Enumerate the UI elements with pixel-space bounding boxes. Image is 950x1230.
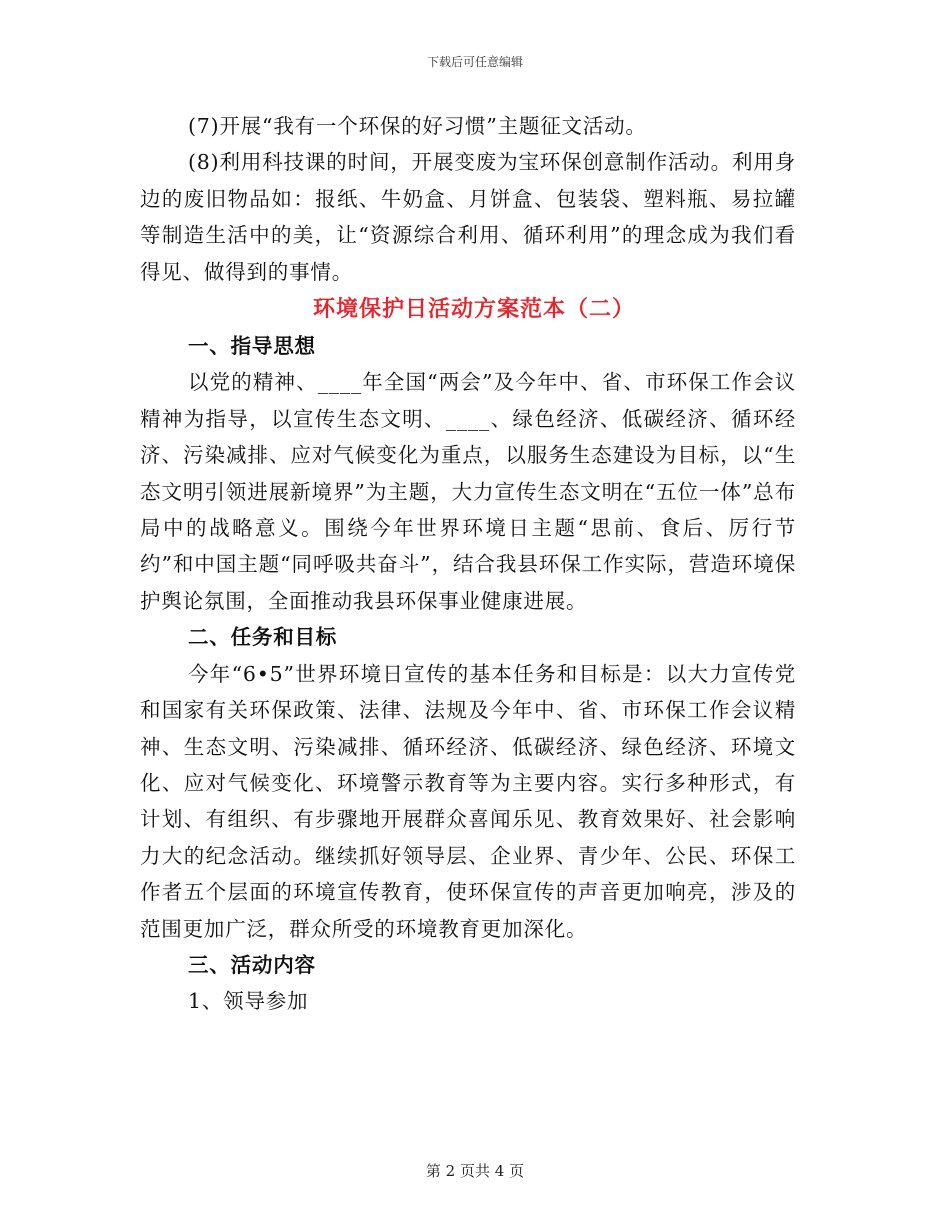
- document-body: [140, 108, 796, 1020]
- paragraph-tasks-goals: 今年“6•5”世界环境日宣传的基本任务和目标是：以大力宣传党和国家有关环保政策、法律、法规及今年中、省、市环保工作会议精神、生态文明、污染减排、循环经济、低碳经济、绿色经济、环境文化、应对气候变化、环境警示教育等为主要内容。实行多种形式，有计划、有组织、有步骤地开展群众喜闻乐见、教育效果好、社会影响力大的纪念活动。继续抓好领导层、企业界、青少年、公民、环保工作者五个层面的环境宣传教育，使环保宣传的声音更加响亮，涉及的范围更加广泛，群众所受的环境教育更加深化。: [140, 661, 796, 941]
- heading-tasks-goals: 二、任务和目标: [188, 625, 338, 650]
- heading-activity-content: 三、活动内容: [188, 952, 316, 977]
- paragraph-item-8: (8)利用科技课的时间，开展变废为宝环保创意制作活动。利用身边的废旧物品如：报纸、牛奶盒、月饼盒、包装袋、塑料瓶、易拉罐等制造生活中的美，让“资源综合利用、循环利用”的理念成为我们看得见、做得到的事情。: [140, 150, 796, 284]
- page-footer: 第 2 页共 4 页: [425, 1162, 525, 1180]
- heading-guiding-ideology: 一、指导思想: [188, 334, 316, 359]
- paragraph-leader-participation: 1、领导参加: [188, 989, 309, 1014]
- paragraph-item-7: (7)开展“我有一个环保的好习惯”主题征文活动。: [188, 114, 647, 138]
- page-header: 下载后可任意编辑: [426, 55, 523, 69]
- paragraph-guiding-ideology: 以党的精神、____年全国“两会”及今年中、省、市环保工作会议精神为指导，以宣传生态文明、____、绿色经济、低碳经济、循环经济、污染减排、应对气候变化为重点，以服务生态建设为目标，以“生态文明引领进展新境界”为主题，大力宣传生态文明在“五位一体”总布局中的战略意义。围绕今年世界环境日主题“思前、食后、厉行节约”和中国主题“同呼吸共奋斗”，结合我县环保工作实际，营造环境保护舆论氛围，全面推动我县环保事业健康进展。: [140, 370, 796, 613]
- section-title: 环境保护日活动方案范本（二）: [312, 296, 635, 323]
